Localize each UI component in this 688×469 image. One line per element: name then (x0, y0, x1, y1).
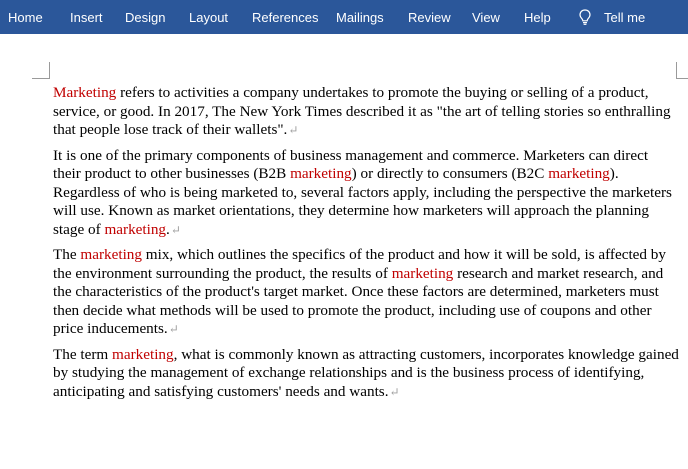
margin-corner-mark-right (676, 62, 688, 79)
ribbon-tab-bar (0, 0, 688, 34)
paragraph-mark-icon: ↵ (168, 322, 179, 336)
tab-view[interactable]: View (472, 10, 500, 25)
paragraph-mark-icon: ↵ (170, 222, 181, 237)
tab-design[interactable]: Design (125, 10, 166, 25)
tab-references[interactable]: References (252, 10, 319, 25)
flagged-word: marketing (104, 220, 167, 238)
tab-review[interactable]: Review (408, 10, 451, 25)
flagged-word: Marketing (53, 84, 117, 101)
paragraph-text: ). Regardless of who is being marketed to, several factors apply, including the perspective the marketers will use. Known as market orientations, they determine how marketers will approach the planning stage of (53, 165, 672, 238)
paragraph-text: The (53, 246, 81, 263)
paragraph-text: . (166, 220, 170, 238)
tab-home[interactable]: Home (8, 10, 43, 25)
paragraph-text: The term (53, 345, 113, 363)
paragraph-mark-icon: ↵ (288, 123, 299, 137)
flagged-word: marketing (391, 264, 454, 282)
flagged-word: marketing (112, 345, 174, 363)
paragraph-text: ) or directly to consumers (B2C (351, 165, 549, 182)
paragraph-text: , what is commonly known as attracting customers, incorporates knowledge gained by studying the management of exchange relationships and is the business process of identifying, anticipating and satisfying customers' needs and wants. (53, 345, 679, 400)
paragraph-text: research and market research, and the characteristics of the product's target market. Once these factors are determined, marketers must then decide what methods will be used to promote the product, including use of coupons and other price inducements. (53, 264, 664, 337)
flagged-word: marketing (548, 165, 610, 182)
paragraph-text: mix, which outlines the specifics of the product and how it will be sold, is affected by the environment surrounding the product, the results of (53, 246, 666, 282)
document-paragraph[interactable] (53, 346, 679, 402)
document-paragraph[interactable] (53, 147, 679, 240)
lightbulb-icon[interactable] (576, 8, 594, 26)
tab-mailings[interactable]: Mailings (336, 10, 384, 25)
flagged-word: marketing (290, 165, 352, 182)
tab-help[interactable]: Help (524, 10, 551, 25)
tab-layout[interactable]: Layout (189, 10, 229, 25)
document-body[interactable] (53, 84, 679, 408)
tab-insert[interactable]: Insert (70, 10, 103, 25)
document-paragraph[interactable] (53, 246, 679, 339)
flagged-word: marketing (80, 246, 142, 263)
paragraph-mark-icon: ↵ (389, 384, 400, 399)
paragraph-text: refers to activities a company undertakes to promote the buying or selling of a product, service, or good. In 2017, The New York Times described it as "the art of telling stories so enthralling that people lose track of their wallets". (53, 84, 671, 138)
paragraph-text: It is one of the primary components of business management and commerce. Marketers can direct their product to other businesses (B2B (53, 146, 649, 182)
margin-corner-mark-left (32, 62, 50, 79)
document-page (0, 34, 688, 469)
tell-me-search[interactable]: Tell me (604, 10, 646, 25)
document-paragraph[interactable] (53, 84, 679, 140)
